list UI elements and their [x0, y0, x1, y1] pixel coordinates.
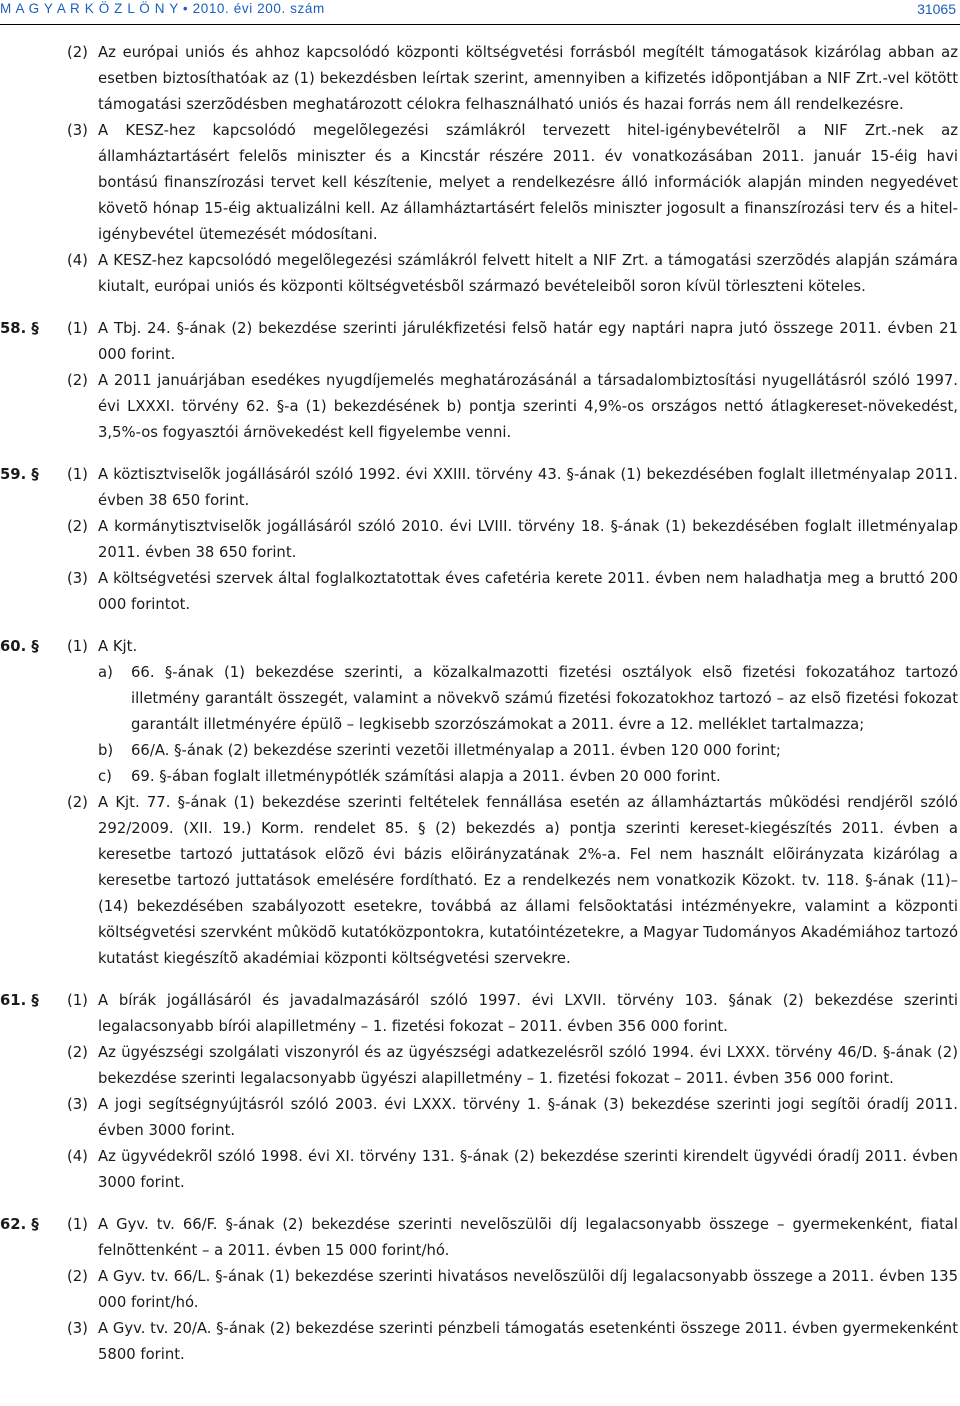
paragraph — [67, 514, 958, 566]
paragraph-number: (3) — [67, 1096, 88, 1113]
paragraph-number: (1) — [67, 466, 88, 483]
paragraph-number: (2) — [67, 1044, 88, 1061]
paragraph — [67, 1144, 958, 1196]
paragraph-text: Az ügyvédekrõl szóló 1998. évi XI. törvény 131. §-ának (2) bekezdése szerinti kirendelt ügyvédi óradíj 2011. évben 3000 forint. — [98, 1148, 958, 1191]
paragraph — [67, 248, 958, 300]
paragraph — [67, 1092, 958, 1144]
paragraph-text: A jogi segítségnyújtásról szóló 2003. évi LXXX. törvény 1. §-ának (3) bekezdése szerinti jogi segítõi óradíj 2011. évben 3000 forint. — [98, 1096, 958, 1139]
paragraph-number: (2) — [67, 518, 88, 535]
paragraph — [67, 40, 958, 118]
section-58 — [0, 316, 958, 446]
list-item — [98, 764, 958, 790]
section-57-continued — [0, 40, 958, 300]
paragraph-number: (1) — [67, 1216, 88, 1233]
list-item — [98, 738, 958, 764]
paragraph-text: A bírák jogállásáról és javadalmazásáról szóló 1997. évi LXVII. törvény 103. §ának (2) bekezdése szerinti legalacsonyabb bírói alapilletmény – 1. fizetési fokozat – 2011. évben 356 000 forint. — [98, 992, 958, 1035]
section-61 — [0, 988, 958, 1196]
paragraph-number: (1) — [67, 320, 88, 337]
section-number: 62. § — [0, 1216, 39, 1233]
section-number: 60. § — [0, 638, 39, 655]
paragraph — [67, 790, 958, 972]
section-number: 61. § — [0, 992, 39, 1009]
paragraph-text: A Gyv. tv. 20/A. §-ának (2) bekezdése szerinti pénzbeli támogatás esetenkénti összege 2011. évben gyermekenként 5800 forint. — [98, 1320, 958, 1363]
page-number: 31065 — [917, 1, 956, 17]
paragraph — [67, 316, 958, 368]
paragraph-text: Az ügyészségi szolgálati viszonyról és az ügyészségi adatkezelésrõl szóló 1994. évi LXXX. törvény 46/D. §-ának (2) bekezdése szerinti legalacsonyabb ügyészi alapilletmény – 1. fizetési fokozat – 2011. évben 356 000 forint. — [98, 1044, 958, 1087]
paragraph-number: (2) — [67, 1268, 88, 1285]
list-item-text: 69. §-ában foglalt illetménypótlék számítási alapja a 2011. évben 20 000 forint. — [131, 768, 721, 785]
section-number: 58. § — [0, 320, 39, 337]
paragraph-text: A Kjt. — [98, 638, 138, 655]
paragraph — [67, 462, 958, 514]
paragraph — [67, 634, 958, 660]
list-item-text: 66/A. §-ának (2) bekezdése szerinti vezetõi illetményalap a 2011. évben 120 000 forint; — [131, 742, 781, 759]
paragraph — [67, 566, 958, 618]
paragraph-text: A KESZ-hez kapcsolódó megelõlegezési számlákról tervezett hitel-igénybevételrõl a NIF Zrt.-nek az államháztartásért felelõs miniszter és a Kincstár részére 2011. év vonatkozásában 2011. január 15-éig havi bontású finanszírozási tervet kell készítenie, melyet a rendelkezésre álló információk alapján minden negyedévet követõ hónap 15-éig aktualizálni kell. Az államháztartásért felelõs miniszter jogosult a finanszírozási terv és a hitel-igénybevétel ütemezését módosítani. — [98, 122, 958, 243]
section-60 — [0, 634, 958, 972]
paragraph-number: (4) — [67, 1148, 88, 1165]
section-62 — [0, 1212, 958, 1368]
paragraph-number: (3) — [67, 1320, 88, 1337]
paragraph-text: Az európai uniós és ahhoz kapcsolódó központi költségvetési forrásból megítélt támogatások kizárólag abban az esetben biztosíthatóak az (1) bekezdésben leírtak szerint, amennyiben a kifizetés idõpontjában a NIF Zrt.-vel kötött támogatási szerzõdésben meghatározott célokra felhasználható uniós és hazai forrás nem áll rendelkezésre. — [98, 44, 958, 113]
paragraph — [67, 1264, 958, 1316]
paragraph — [67, 118, 958, 248]
paragraph — [67, 988, 958, 1040]
journal-title: M A G Y A R K Ö Z L Ö N Y • 2010. évi 200. szám — [0, 1, 325, 16]
paragraph-number: (2) — [67, 372, 88, 389]
paragraph — [67, 1316, 958, 1368]
paragraph — [67, 1040, 958, 1092]
paragraph-number: (3) — [67, 122, 88, 139]
paragraph — [67, 1212, 958, 1264]
list-item-text: 66. §-ának (1) bekezdése szerinti, a közalkalmazotti fizetési osztályok elsõ fizetési fokozatához tartozó illetmény garantált összegét, valamint a növekvõ számú fizetési fokozatokhoz tartozó – az elsõ fizetési fokozat garantált illetményére épülõ – legkisebb szorzószámokat a 2011. évre a 12. melléklet tartalmazza; — [131, 664, 958, 733]
list-item-label: a) — [98, 664, 113, 681]
section-59 — [0, 462, 958, 618]
paragraph-number: (2) — [67, 44, 88, 61]
paragraph-number: (3) — [67, 570, 88, 587]
paragraph-text: A kormánytisztviselõk jogállásáról szóló 2010. évi LVIII. törvény 18. §-ának (1) bekezdésében foglalt illetményalap 2011. évben 38 650 forint. — [98, 518, 958, 561]
paragraph-text: A költségvetési szervek által foglalkoztatottak éves cafetéria kerete 2011. évben nem haladhatja meg a bruttó 200 000 forintot. — [98, 570, 958, 613]
paragraph-number: (1) — [67, 638, 88, 655]
paragraph-text: A Kjt. 77. §-ának (1) bekezdése szerinti feltételek fennállása esetén az államháztartás mûködési rendjérõl szóló 292/2009. (XII. 19.) Korm. rendelet 85. § (2) bekezdés a) pontja szerinti kereset-kiegészítés 2011. évben a keresetbe tartozó juttatások elõzõ évi bázis elõirányzatának 2%-a. Fel nem használt elõirányzata kizárólag a keresetbe tartozó juttatások emelésére fordítható. Ez a rendelkezés nem vonatkozik Közokt. tv. 118. §-ának (11)–(14) bekezdésében szabályozott esetekre, továbbá az állami felsõoktatási intézményekre, valamint a központi költségvetési szervként mûködõ kutatóközpontokra, kutatóintézetekre, a Magyar Tudományos Akadémiához tartozó kutatást kiegészítõ akadémiai központi költségvetési szervekre. — [98, 794, 958, 967]
paragraph-number: (1) — [67, 992, 88, 1009]
paragraph-text: A Gyv. tv. 66/F. §-ának (2) bekezdése szerinti nevelõszülõi díj legalacsonyabb összege – gyermekenként, fiatal felnõttenként – a 2011. évben 15 000 forint/hó. — [98, 1216, 958, 1259]
document-body — [0, 40, 958, 1368]
paragraph — [67, 368, 958, 446]
section-number: 59. § — [0, 466, 39, 483]
paragraph-number: (4) — [67, 252, 88, 269]
list-item — [98, 660, 958, 738]
paragraph-text: A KESZ-hez kapcsolódó megelõlegezési számlákról felvett hitelt a NIF Zrt. a támogatási szerzõdés alapján számára kiutalt, európai uniós és központi költségvetésbõl származó bevételeibõl soron kívül törleszteni köteles. — [98, 252, 958, 295]
paragraph-text: A Gyv. tv. 66/L. §-ának (1) bekezdése szerinti hivatásos nevelõszülõi díj legalacsonyabb összege a 2011. évben 135 000 forint/hó. — [98, 1268, 958, 1311]
list-item-label: c) — [98, 768, 112, 785]
paragraph-number: (2) — [67, 794, 88, 811]
paragraph-text: A köztisztviselõk jogállásáról szóló 1992. évi XXIII. törvény 43. §-ának (1) bekezdésében foglalt illetményalap 2011. évben 38 650 forint. — [98, 466, 958, 509]
page-header — [0, 0, 960, 25]
list-item-label: b) — [98, 742, 114, 759]
paragraph-text: A Tbj. 24. §-ának (2) bekezdése szerinti járulékfizetési felsõ határ egy naptári napra jutó összege 2011. évben 21 000 forint. — [98, 320, 958, 363]
paragraph-text: A 2011 januárjában esedékes nyugdíjemelés meghatározásánál a társadalombiztosítási nyugellátásról szóló 1997. évi LXXXI. törvény 62. §-a (1) bekezdésének b) pontja szerinti 4,9%-os országos nettó átlagkereset-növekedést, 3,5%-os fogyasztói árnövekedést kell figyelembe venni. — [98, 372, 958, 441]
